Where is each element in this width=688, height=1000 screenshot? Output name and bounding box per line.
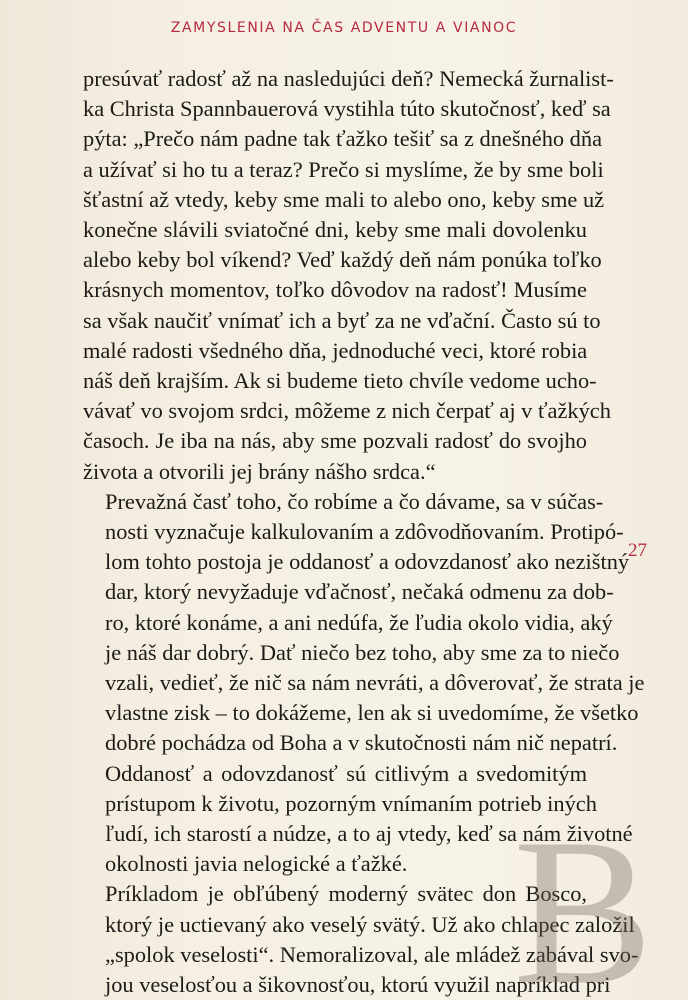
- text-line: okolnosti javia nelogické a ťažké.: [105, 851, 408, 877]
- text-line: náš deň krajším. Ak si budeme tieto chvíle vedome ucho-: [83, 368, 597, 394]
- text-line: konečne slávili sviatočné dni, keby sme mali dovolenku: [83, 217, 587, 243]
- text-line: alebo keby bol víkend? Veď každý deň nám ponúka toľko: [83, 247, 602, 273]
- text-line: vávať vo svojom srdci, môžeme z nich čerpať aj v ťažkých: [83, 398, 611, 424]
- page-number: 27: [628, 540, 647, 561]
- text-line: a užívať si ho tu a teraz? Prečo si myslíme, že by sme boli: [83, 156, 604, 182]
- text-line: malé radosti všedného dňa, jednoduché veci, ktoré robia: [83, 337, 588, 363]
- text-line: nosti vyznačuje kalkulovaním a zdôvodňovaním. Protipó-: [105, 519, 624, 545]
- text-line: časoch. Je iba na nás, aby sme pozvali radosť do svojho: [83, 428, 587, 454]
- text-line: presúvať radosť až na nasledujúci deň? Nemecká žurnalist-: [83, 66, 614, 91]
- text-line: prístupom k životu, pozorným vnímaním potrieb iných: [105, 790, 597, 816]
- paragraph-1: [83, 64, 614, 487]
- text-line: je náš dar dobrý. Dať niečo bez toho, aby sme za to niečo: [105, 639, 620, 665]
- text-line: ro, ktoré konáme, a ani nedúfa, že ľudia okolo vidia, aký: [105, 609, 613, 635]
- text-line: Oddanosť a odovzdanosť sú citlivým a svedomitým: [105, 760, 587, 786]
- text-line: „spolok veselosti“. Nemoralizoval, ale mládež zabával svo-: [105, 941, 639, 967]
- publisher-logo-watermark: [505, 796, 654, 1000]
- text-line: vzali, vedieť, že nič sa nám nevráti, a dôverovať, že strata je: [105, 670, 645, 696]
- text-line: jou veselosťou a šikovnosťou, ktorú využil napríklad pri: [105, 972, 611, 998]
- svg-text:B: B: [513, 796, 654, 1000]
- text-line: vlastne zisk – to dokážeme, len ak si uvedomíme, že všetko: [105, 700, 639, 726]
- text-line: pýta: „Prečo nám padne tak ťažko tešiť sa z dnešného dňa: [83, 126, 603, 152]
- text-line: ka Christa Spannbauerová vystihla túto skutočnosť, keď sa: [83, 96, 611, 122]
- running-head: ZAMYSLENIA NA ČAS ADVENTU A VIANOC: [170, 20, 518, 36]
- text-line: šťastní až vtedy, keby sme mali to alebo ono, keby sme už: [83, 186, 605, 212]
- text-line: ktorý je uctievaný ako veselý svätý. Už ako chlapec založil: [105, 911, 635, 937]
- text-line: Príkladom je obľúbený moderný svätec don Bosco,: [105, 881, 587, 907]
- text-line: Prevažná časť toho, čo robíme a čo dávame, sa v súčas-: [105, 488, 604, 514]
- text-line: krásnych momentov, toľko dôvodov na radosť! Musíme: [83, 277, 587, 303]
- text-line: lom tohto postoja je oddanosť a odovzdanosť ako nezištný: [105, 549, 630, 575]
- text-line: ľudí, ich starostí a núdze, a to aj vtedy, keď sa nám životné: [105, 821, 633, 847]
- text-line: dar, ktorý nevyžaduje vďačnosť, nečaká odmenu za dob-: [105, 579, 614, 605]
- text-line: sa však naučiť vnímať ich a byť za ne vďační. Často sú to: [83, 307, 601, 333]
- text-line: dobré pochádza od Boha a v skutočnosti nám nič nepatrí.: [105, 730, 618, 756]
- text-line: života a otvorili jej brány nášho srdca.“: [83, 458, 436, 484]
